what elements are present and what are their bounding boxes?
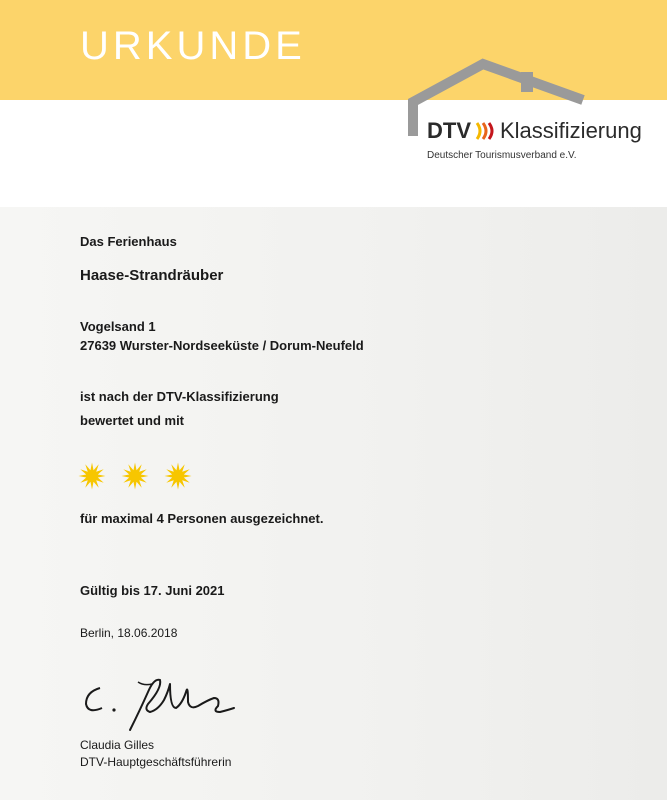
statement-line-2: bewertet und mit [80,413,185,428]
star-rating [78,462,192,490]
statement-line-1: ist nach der DTV-Klassifizierung [80,389,279,404]
property-name: Haase-Strandräuber [80,267,224,284]
address-street: Vogelsand 1 [80,319,156,334]
capacity-text: für maximal 4 Personen ausgezeichnet. [80,511,324,526]
handwritten-signature [78,670,238,732]
address-city: 27639 Wurster-Nordseeküste / Dorum-Neufeld [80,338,364,353]
dtv-logo [405,58,645,176]
validity-date: Gültig bis 17. Juni 2021 [80,583,225,598]
signer-name: Claudia Gilles [80,738,155,752]
logo-brand: DTV [427,118,471,143]
chevron-arrows-icon [475,120,497,142]
star-icon [78,462,106,490]
star-icon [121,462,149,490]
logo-name: Klassifizierung [500,118,642,143]
certificate-title: URKUNDE [80,24,306,68]
logo-subtitle: Deutscher Tourismusverband e.V. [427,150,577,161]
signer-title: DTV-Hauptgeschäftsführerin [80,755,232,769]
accommodation-type: Das Ferienhaus [80,234,177,249]
place-and-date: Berlin, 18.06.2018 [80,626,178,640]
star-icon [164,462,192,490]
